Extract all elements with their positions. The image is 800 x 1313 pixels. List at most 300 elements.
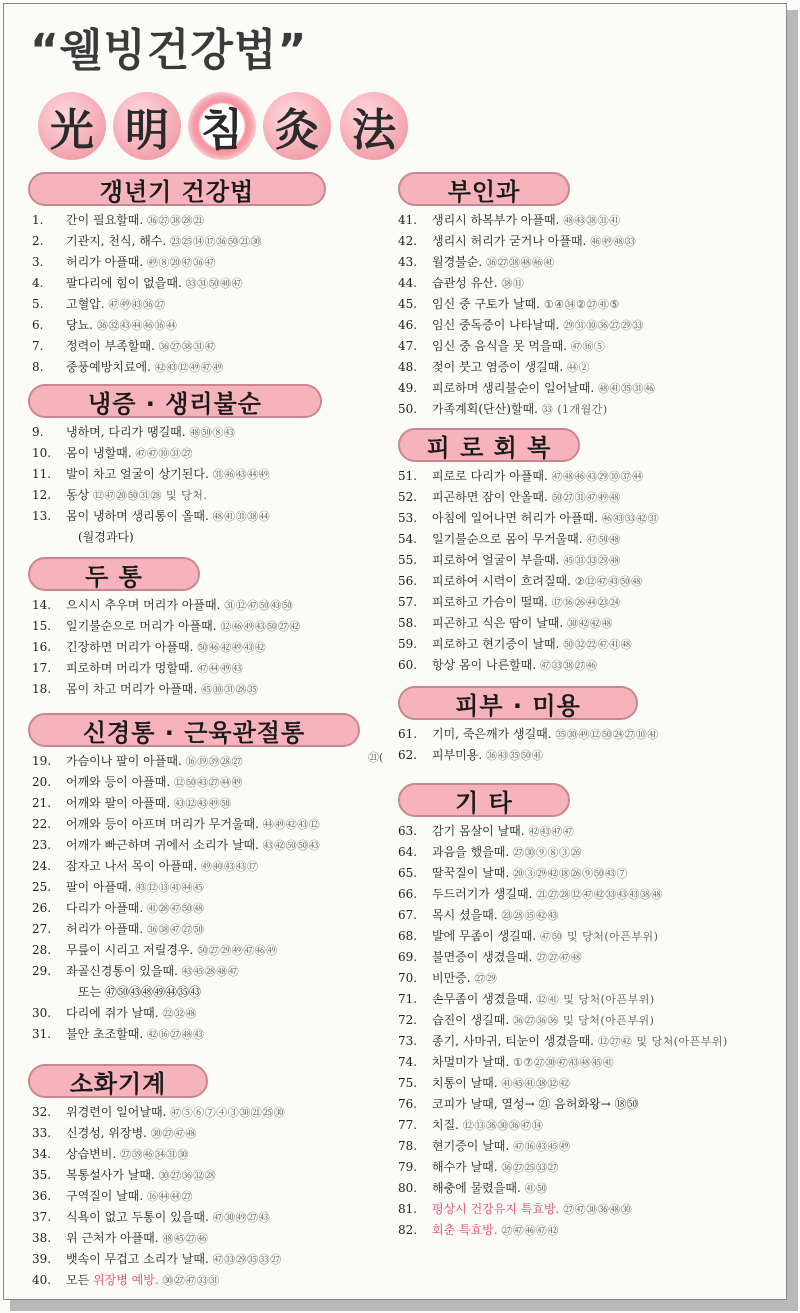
list-item bbox=[398, 968, 728, 989]
point-codes: ㉚㊷㊷㊽ bbox=[567, 617, 614, 630]
item-number: 36. bbox=[32, 1189, 52, 1203]
item-text: 아침에 일어나면 허리가 아플때. bbox=[432, 511, 598, 525]
item-text: 팔다리에 힘이 없을때. bbox=[66, 276, 182, 290]
item-text: 팔이 아플때. bbox=[66, 880, 132, 894]
item-number: 77. bbox=[398, 1118, 418, 1132]
item-text: 월경불순. bbox=[432, 255, 483, 269]
item-text: 으시시 추우며 머리가 아플때. bbox=[66, 598, 221, 612]
item-text: 피로하고 현기증이 날때. bbox=[432, 637, 560, 651]
list-item bbox=[32, 485, 270, 506]
point-codes: ㉗㉙ bbox=[474, 972, 498, 985]
list-item bbox=[32, 357, 262, 378]
list-item bbox=[398, 529, 659, 550]
point-codes: ㊶㊺㊶㊳⑫㊷ bbox=[501, 1077, 571, 1090]
item-number: 60. bbox=[398, 658, 418, 672]
item-text: 임신 중 음식을 못 먹을때. bbox=[432, 339, 567, 353]
item-text: 생리시 허리가 굳거나 아플때. bbox=[432, 234, 587, 248]
item-text: 피로로 다리가 아플때. bbox=[432, 469, 548, 483]
item-number: 72. bbox=[398, 1013, 418, 1027]
section-heading: 두 통 bbox=[28, 557, 200, 591]
item-number: 63. bbox=[398, 824, 418, 838]
item-continuation: 또는 ㊼㊿㊸㊽㊾㊹㉟㊸ bbox=[78, 985, 201, 999]
item-number: 78. bbox=[398, 1139, 418, 1153]
point-codes: ⑫㊿㊸㉗㊹㊾ bbox=[174, 776, 244, 789]
item-list bbox=[32, 595, 301, 700]
list-item bbox=[32, 1165, 285, 1186]
item-number: 69. bbox=[398, 950, 418, 964]
list-item bbox=[32, 422, 270, 443]
list-item bbox=[32, 336, 262, 357]
list-item bbox=[398, 550, 659, 571]
point-codes: ㊷⑯㉗㊽㊸ bbox=[147, 1028, 205, 1041]
list-item bbox=[398, 1052, 728, 1073]
point-codes: ㊽㊸㊳㉛㊶ bbox=[563, 214, 621, 227]
item-number: 45. bbox=[398, 297, 418, 311]
item-text: 몸이 차고 머리가 아플때. bbox=[66, 682, 198, 696]
item-number: 9. bbox=[32, 425, 44, 439]
item-number: 12. bbox=[32, 488, 52, 502]
list-item bbox=[32, 616, 301, 637]
list-item bbox=[398, 947, 728, 968]
item-text: 구역질이 날때. bbox=[66, 1189, 144, 1203]
list-item bbox=[398, 1178, 728, 1199]
item-number: 3. bbox=[32, 255, 44, 269]
list-item bbox=[398, 1199, 728, 1220]
item-number: 20. bbox=[32, 775, 52, 789]
point-codes: ㊾⑧⑳㊼㊱㊼ bbox=[147, 256, 217, 269]
item-text: 잠자고 나서 목이 아플때. bbox=[66, 859, 198, 873]
list-item bbox=[398, 487, 659, 508]
point-codes: ㊽㊺㉗㊻ bbox=[162, 1232, 209, 1245]
item-text: 위 근처가 아플때. bbox=[66, 1231, 159, 1245]
item-number: 18. bbox=[32, 682, 52, 696]
item-continuation: (월경과다) bbox=[78, 530, 134, 544]
list-item bbox=[32, 679, 301, 700]
list-item bbox=[32, 1123, 285, 1144]
list-item bbox=[32, 252, 262, 273]
item-text: 종기, 사마귀, 티눈이 생겼을때. bbox=[432, 1034, 594, 1048]
point-codes: ㊼⑯⑤ bbox=[570, 340, 606, 353]
point-codes: ㉓㉘⑮㊷㊸ bbox=[501, 909, 559, 922]
list-item bbox=[32, 464, 270, 485]
item-number: 59. bbox=[398, 637, 418, 651]
point-codes: ㊼㊿㊽ bbox=[586, 533, 621, 546]
item-text: 과음을 했을때. bbox=[432, 845, 510, 859]
item-number: 51. bbox=[398, 469, 418, 483]
item-text: 피부미용. bbox=[432, 748, 483, 762]
item-number: 17. bbox=[32, 661, 52, 675]
point-codes: ㉙㉛⑩㊱㉗㉙㉝ bbox=[563, 319, 644, 332]
item-text: 고혈압. bbox=[66, 297, 105, 311]
item-number: 16. bbox=[32, 640, 52, 654]
item-text: 피로하며 생리불순이 일어날때. bbox=[432, 381, 595, 395]
item-list bbox=[398, 466, 659, 676]
list-item bbox=[32, 1270, 285, 1291]
point-codes: ㉛㊻㊸㊹㊾ bbox=[212, 468, 271, 481]
point-codes: ㊷㊸⑫㊾㊼㊾ bbox=[154, 361, 224, 374]
item-text: 긴장하면 머리가 아플때. bbox=[66, 640, 194, 654]
item-text: 해충에 물렸을때. bbox=[432, 1181, 521, 1195]
item-number: 15. bbox=[32, 619, 52, 633]
item-number: 64. bbox=[398, 845, 418, 859]
drop-shadow bbox=[786, 10, 798, 1308]
item-number: 67. bbox=[398, 908, 418, 922]
item-text: 발이 차고 얼굴이 상기된다. bbox=[66, 467, 209, 481]
item-list bbox=[32, 210, 262, 378]
item-number: 44. bbox=[398, 276, 418, 290]
item-number: 62. bbox=[398, 748, 418, 762]
item-text: 어깨와 등이 아플때. bbox=[66, 775, 171, 789]
point-codes: ㉗㉗㊼㊽ bbox=[536, 951, 583, 964]
point-codes: ㊼㊼⑩㉛㉗ bbox=[135, 447, 193, 460]
list-item bbox=[32, 506, 270, 527]
list-item bbox=[398, 252, 655, 273]
list-item bbox=[398, 884, 728, 905]
point-codes: ⑳③㉙㊷⑱㉖⑨㊿㊸⑦ bbox=[513, 867, 629, 880]
point-codes: ㊼㊾㊸㊱㉗ bbox=[108, 298, 166, 311]
point-codes: ①④㉞②㉗㊶⑤ bbox=[543, 298, 620, 311]
point-codes: ⑫⑬㊱㉚㊱㊼⑭ bbox=[462, 1119, 544, 1132]
point-codes: ㊼㉝㉙㉟㉝㉗ bbox=[212, 1253, 282, 1266]
item-text: 당뇨. bbox=[66, 318, 93, 332]
item-number: 23. bbox=[32, 838, 52, 852]
stray-code: ㉑( bbox=[368, 751, 384, 764]
point-codes: ㊼㉝㊳㉗㊻ bbox=[540, 659, 598, 672]
point-codes: ㊶㉘㊼㊿㊽ bbox=[147, 902, 205, 915]
item-number: 79. bbox=[398, 1160, 418, 1174]
item-text: 습관성 유산. bbox=[432, 276, 498, 290]
point-codes: ㊱㉗㉕㉝㉗ bbox=[501, 1161, 559, 1174]
point-codes: ⑯⑲㊴㉘㉗ bbox=[185, 755, 244, 768]
list-item bbox=[398, 842, 728, 863]
point-codes: ㊼㊿ 및 당처(아픈부위) bbox=[540, 930, 659, 943]
list-item bbox=[32, 961, 320, 982]
item-number: 34. bbox=[32, 1147, 52, 1161]
list-item bbox=[398, 1031, 728, 1052]
list-item bbox=[398, 378, 655, 399]
item-text: 정력이 부족할때. bbox=[66, 339, 155, 353]
point-codes: ㉗㉚⑨⑧③㉖ bbox=[513, 846, 583, 859]
item-text: 기관지, 천식, 해수. bbox=[66, 234, 167, 248]
item-number: 66. bbox=[398, 887, 418, 901]
point-codes: ㉗㊼㊻㊼㊷ bbox=[501, 1224, 559, 1237]
point-codes: ㊿㊻㊷㊾㊸㊷ bbox=[197, 641, 267, 654]
list-item bbox=[32, 443, 270, 464]
item-text: 일기불순으로 머리가 아플때. bbox=[66, 619, 217, 633]
item-text: 임신 중 구토가 날때. bbox=[432, 297, 540, 311]
item-text: 해수가 날때. bbox=[432, 1160, 498, 1174]
item-number: 46. bbox=[398, 318, 418, 332]
item-text: 위경련이 일어날때. bbox=[66, 1105, 167, 1119]
item-number: 76. bbox=[398, 1097, 418, 1111]
hanja-circle: 明 bbox=[113, 92, 181, 160]
list-item bbox=[398, 1115, 728, 1136]
item-number: 33. bbox=[32, 1126, 52, 1140]
list-item bbox=[398, 1010, 728, 1031]
point-codes: ㊱㉗㊱㊱ 및 당처(아픈부위) bbox=[513, 1014, 655, 1027]
point-codes: ㊼⑤⑥⑦④③㉚㉑㉕㉚ bbox=[170, 1106, 286, 1119]
list-item bbox=[32, 210, 262, 231]
item-number: 50. bbox=[398, 402, 418, 416]
item-text: 어깨와 등이 아프며 머리가 무거울때. bbox=[66, 817, 259, 831]
item-number: 11. bbox=[32, 467, 52, 481]
list-item bbox=[32, 658, 301, 679]
item-number: 49. bbox=[398, 381, 418, 395]
list-item bbox=[32, 793, 320, 814]
point-codes: ㉚㉗㊱㉜㉘ bbox=[158, 1169, 217, 1182]
item-text: 피로하여 얼굴이 부을때. bbox=[432, 553, 560, 567]
list-item bbox=[398, 926, 728, 947]
section-heading: 기 타 bbox=[398, 783, 570, 817]
item-text: 냉하며, 다리가 땡길때. bbox=[66, 425, 186, 439]
section-heading: 소화기계 bbox=[28, 1064, 208, 1098]
item-number: 70. bbox=[398, 971, 418, 985]
item-text: 손무좀이 생겼을때. bbox=[432, 992, 533, 1006]
item-number: 75. bbox=[398, 1076, 418, 1090]
list-item bbox=[398, 1094, 728, 1115]
item-number: 37. bbox=[32, 1210, 52, 1224]
item-text: 코피가 날때, 열성→ ㉑ 음허화왕→ ⑱㊿ bbox=[432, 1097, 639, 1111]
item-number: 21. bbox=[32, 796, 52, 810]
list-item bbox=[398, 357, 655, 378]
highlight-text: 회춘 특효방. bbox=[432, 1223, 498, 1237]
list-item bbox=[32, 273, 262, 294]
list-item bbox=[398, 1136, 728, 1157]
item-number: 57. bbox=[398, 595, 418, 609]
item-number: 65. bbox=[398, 866, 418, 880]
item-text: 동상 bbox=[66, 488, 90, 502]
point-codes: ⑰⑯㉖㊹㉓㉔ bbox=[551, 596, 621, 609]
section-heading: 냉증 · 생리불순 bbox=[28, 384, 322, 418]
item-text: 모든 bbox=[66, 1273, 90, 1287]
item-text: 현기증이 날때. bbox=[432, 1139, 510, 1153]
item-number: 29. bbox=[32, 964, 52, 978]
point-codes: ㊱㉗㊳㉘㉑ bbox=[147, 214, 205, 227]
item-number: 42. bbox=[398, 234, 418, 248]
item-text: 좌골신경통이 있을때. bbox=[66, 964, 178, 978]
item-list bbox=[32, 751, 320, 1045]
point-codes: ㉚㉗㊼㉝㉛ bbox=[162, 1274, 220, 1287]
hanja-circle: 灸 bbox=[263, 92, 331, 160]
item-text: 항상 몸이 나른할때. bbox=[432, 658, 537, 672]
point-codes: ㊳⑪ bbox=[501, 277, 525, 290]
item-text: 치질. bbox=[432, 1118, 459, 1132]
point-codes: ㊱㊳㊼㉗㊿ bbox=[147, 923, 205, 936]
item-text: 간이 필요할때. bbox=[66, 213, 144, 227]
item-number: 58. bbox=[398, 616, 418, 630]
item-number: 31. bbox=[32, 1027, 52, 1041]
list-item bbox=[398, 231, 655, 252]
point-codes: ⑯㊹㊹㉗ bbox=[147, 1190, 194, 1203]
item-number: 47. bbox=[398, 339, 418, 353]
point-codes: ㊼㉚㊾㉗㊸ bbox=[212, 1211, 271, 1224]
point-codes: ⑫㊻㊾㊸㊿㉗㊷ bbox=[220, 620, 301, 633]
item-number: 39. bbox=[32, 1252, 52, 1266]
list-item bbox=[32, 898, 320, 919]
list-item bbox=[398, 613, 659, 634]
item-number: 61. bbox=[398, 727, 418, 741]
item-text: 치통이 날때. bbox=[432, 1076, 498, 1090]
point-codes: ㊺㉛㉝㉙㊽ bbox=[563, 554, 621, 567]
item-text: 뱃속이 무겁고 소리가 날때. bbox=[66, 1252, 209, 1266]
list-item bbox=[398, 466, 659, 487]
point-codes: ㉟㉚㊾⑫㊿㉔㉗⑩㊶ bbox=[555, 728, 659, 741]
point-codes: ㊾㊵㊸㊸⑰ bbox=[201, 860, 259, 873]
item-text: 다리가 아플때. bbox=[66, 901, 144, 915]
item-text: 피로하고 가슴이 떨때. bbox=[432, 595, 548, 609]
point-codes: ㊱㊸㉟㊿㊶ bbox=[486, 749, 544, 762]
item-text: 피곤하면 잠이 안올때. bbox=[432, 490, 548, 504]
hanja-circle-center: 침 bbox=[188, 92, 256, 160]
item-text: 피로하여 시력이 흐려질때. bbox=[432, 574, 571, 588]
list-item bbox=[32, 1186, 285, 1207]
point-codes: ㊼㊽㊻㊸㉙⑩㊲㊹ bbox=[551, 470, 644, 483]
point-codes: ㊹㊾㊷㊸⑫ bbox=[262, 818, 321, 831]
list-item bbox=[398, 989, 728, 1010]
item-text: 가족계획(단산)할때. bbox=[432, 402, 538, 416]
section-heading: 갱년기 건강법 bbox=[28, 172, 326, 206]
item-text: 피로하며 머리가 멍할때. bbox=[66, 661, 194, 675]
list-item bbox=[32, 835, 320, 856]
point-codes: ㊿㉜㉒㊼㊶㊽ bbox=[563, 638, 633, 651]
point-codes: ㊷㊸㊼㊼ bbox=[528, 825, 575, 838]
item-text: 비만증. bbox=[432, 971, 471, 985]
item-number: 19. bbox=[32, 754, 52, 768]
item-number: 73. bbox=[398, 1034, 418, 1048]
item-number: 32. bbox=[32, 1105, 52, 1119]
list-item bbox=[398, 745, 659, 766]
item-text: 다리에 쥐가 날때. bbox=[66, 1006, 159, 1020]
list-item bbox=[32, 1024, 320, 1045]
list-item bbox=[32, 877, 320, 898]
list-item bbox=[398, 905, 728, 926]
point-codes: ㊺⑩㉛㉘㉟ bbox=[201, 683, 259, 696]
item-text: 어깨가 빠근하며 귀에서 소리가 날때. bbox=[66, 838, 259, 852]
item-number: 68. bbox=[398, 929, 418, 943]
list-item bbox=[398, 863, 728, 884]
point-codes: ㊼⑯㊸㊺㊾ bbox=[513, 1140, 571, 1153]
list-item bbox=[398, 634, 659, 655]
item-number: 27. bbox=[32, 922, 52, 936]
point-codes: ㊹② bbox=[567, 361, 591, 374]
list-item bbox=[32, 940, 320, 961]
item-text: 감기 몸살이 날때. bbox=[432, 824, 525, 838]
point-codes: ㊻㊾㊽㉝ bbox=[590, 235, 637, 248]
point-codes: ㊸㊺㉘㊽㊼ bbox=[181, 965, 240, 978]
list-item bbox=[32, 856, 320, 877]
list-item bbox=[32, 751, 320, 772]
item-text: 허리가 아플때. bbox=[66, 922, 144, 936]
list-item bbox=[398, 315, 655, 336]
point-codes: ㊸⑫㊸㊾㊿ bbox=[174, 797, 232, 810]
item-number: 56. bbox=[398, 574, 418, 588]
item-number: 5. bbox=[32, 297, 44, 311]
item-number: 2. bbox=[32, 234, 44, 248]
item-number: 74. bbox=[398, 1055, 418, 1069]
item-text: 식욕이 없고 두통이 있을때. bbox=[66, 1210, 209, 1224]
list-item bbox=[32, 595, 301, 616]
point-codes: ㉓㉕⑭⑰㊱㊿㉑㉚ bbox=[170, 235, 263, 248]
list-item bbox=[32, 1207, 285, 1228]
list-item bbox=[398, 1220, 728, 1241]
item-text: 복통설사가 날때. bbox=[66, 1168, 155, 1182]
item-number: 14. bbox=[32, 598, 52, 612]
point-codes: ㉛⑫㊼㊿㊸㊿ bbox=[224, 599, 294, 612]
list-item bbox=[398, 273, 655, 294]
item-number: 53. bbox=[398, 511, 418, 525]
item-text: 생리시 하복부가 아플때. bbox=[432, 213, 560, 227]
item-number: 80. bbox=[398, 1181, 418, 1195]
point-codes: ㊱㉜㊸㊹㊻⑯㊹ bbox=[96, 319, 178, 332]
item-text: 피곤하고 식은 땀이 날때. bbox=[432, 616, 564, 630]
point-codes: ㉗㊴㊻㉞㉛㉚ bbox=[120, 1148, 190, 1161]
item-text: 발에 무좀이 생길때. bbox=[432, 929, 537, 943]
point-codes: ㊱㉗㊳㊽㊻㊶ bbox=[486, 256, 556, 269]
point-codes: ⑫㉗㊷ 및 당처(아픈부위) bbox=[597, 1035, 728, 1048]
list-item bbox=[32, 1144, 285, 1165]
point-codes: ㉗㊼㉚㊱㊽㉚ bbox=[563, 1203, 633, 1216]
item-number: 28. bbox=[32, 943, 52, 957]
section-heading: 피 로 회 복 bbox=[398, 428, 580, 462]
item-number: 4. bbox=[32, 276, 44, 290]
list-item bbox=[398, 821, 728, 842]
item-number: 10. bbox=[32, 446, 52, 460]
item-number: 40. bbox=[32, 1273, 52, 1287]
item-number: 48. bbox=[398, 360, 418, 374]
item-text: 불면증이 생겼을때. bbox=[432, 950, 533, 964]
point-codes: ㊱㉗㊳㉛㊼ bbox=[158, 340, 217, 353]
list-item bbox=[32, 231, 262, 252]
item-list bbox=[32, 422, 270, 548]
item-text: 상습변비. bbox=[66, 1147, 117, 1161]
point-codes: ㉝ (1개월간) bbox=[541, 403, 608, 416]
list-item bbox=[32, 1228, 285, 1249]
item-list bbox=[398, 821, 728, 1241]
highlight-text: 위장병 예방. bbox=[93, 1273, 159, 1287]
list-item bbox=[398, 294, 655, 315]
item-text: 습진이 생길때. bbox=[432, 1013, 510, 1027]
item-text: 두드러기가 생길때. bbox=[432, 887, 533, 901]
item-number: 7. bbox=[32, 339, 44, 353]
section-heading: 부인과 bbox=[398, 172, 570, 206]
list-item bbox=[32, 315, 262, 336]
item-number: 22. bbox=[32, 817, 52, 831]
item-text: 무릎이 시리고 저릴경우. bbox=[66, 943, 194, 957]
point-codes: ①⑦㉗㉚㊼㊸㊽㊺㊶ bbox=[513, 1056, 615, 1069]
item-number: 71. bbox=[398, 992, 418, 1006]
list-item bbox=[32, 1003, 320, 1024]
list-item bbox=[398, 336, 655, 357]
item-number: 25. bbox=[32, 880, 52, 894]
item-text: 임신 중독증이 나타날때. bbox=[432, 318, 560, 332]
point-codes: ㊽㊿⑧㊸ bbox=[189, 426, 236, 439]
point-codes: ㊿㉗㉙㊾㊼㊻㊾ bbox=[197, 944, 278, 957]
list-item bbox=[32, 1249, 285, 1270]
item-text: 가슴이나 팔이 아플때. bbox=[66, 754, 182, 768]
list-item bbox=[398, 592, 659, 613]
point-codes: ㊸㊷㊿㊿㊸ bbox=[262, 839, 321, 852]
hanja-circle: 光 bbox=[38, 92, 106, 160]
highlight-text: 평상시 건강유지 특효방. bbox=[432, 1202, 560, 1216]
item-number: 26. bbox=[32, 901, 52, 915]
item-list bbox=[398, 724, 659, 766]
list-item bbox=[32, 294, 262, 315]
list-item bbox=[398, 571, 659, 592]
item-number: 1. bbox=[32, 213, 44, 227]
list-item bbox=[398, 508, 659, 529]
item-number: 6. bbox=[32, 318, 44, 332]
item-text: 허리가 아플때. bbox=[66, 255, 144, 269]
